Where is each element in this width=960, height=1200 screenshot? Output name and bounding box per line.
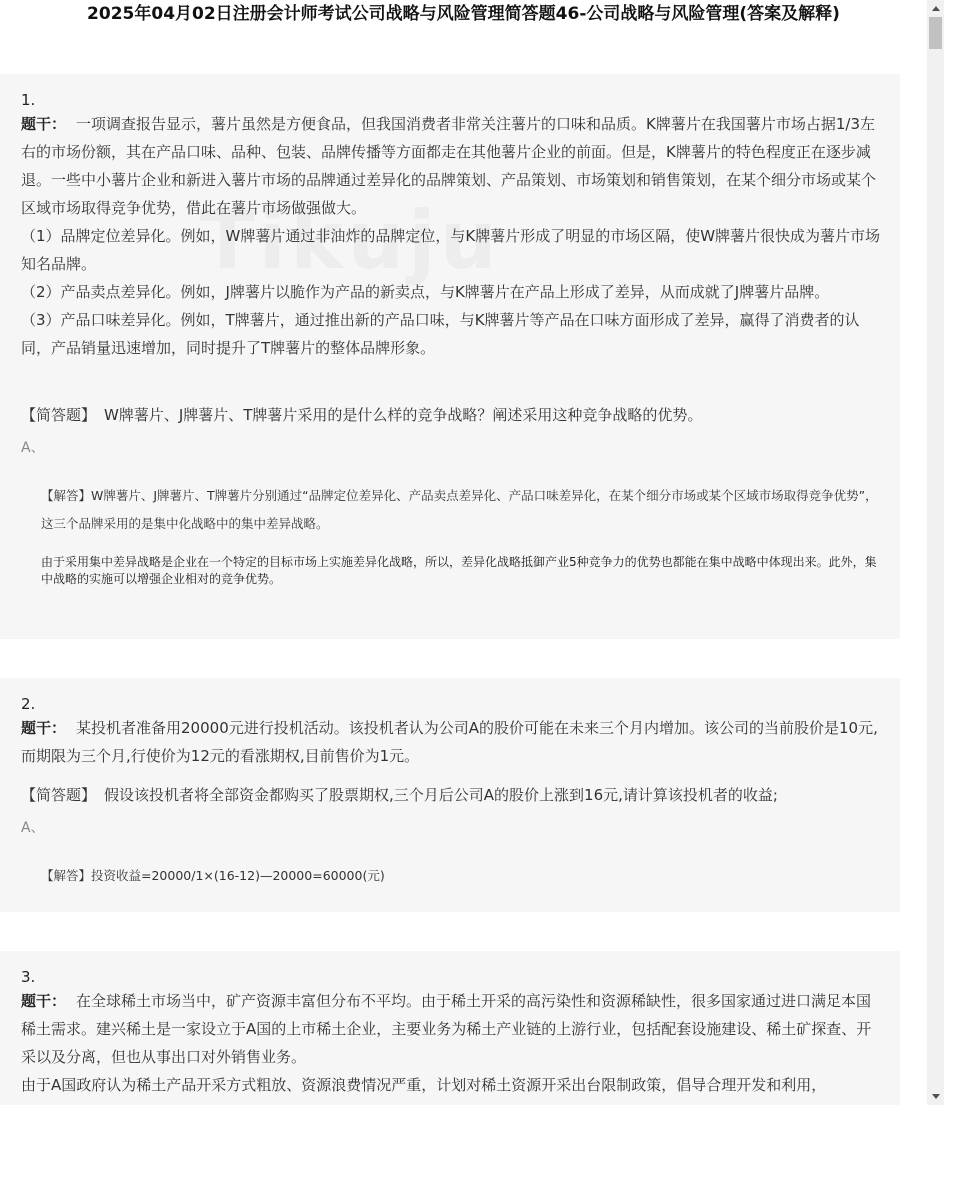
- stem-paragraph: 由于A国政府认为稀土产品开采方式粗放、资源浪费情况严重，计划对稀土资源开采出台限制政策，倡导合理开发和利用，: [21, 1076, 827, 1094]
- stem-paragraph: 一项调查报告显示，薯片虽然是方便食品，但我国消费者非常关注薯片的口味和品质。K牌薯片在我国薯片市场占据1/3左右的市场份额，其在产品口味、品种、包装、品牌传播等方面都走在其他薯片企业的前面。但是，K牌薯片的特色程度正在逐步减退。一些中小薯片企业和新进入薯片市场的品牌通过差异化的品牌策划、产品策划、市场策划和销售策划，在某个细分市场或某个区域市场取得竞争优势，借此在薯片市场做强做大。: [21, 115, 877, 217]
- question-number: 1.: [21, 91, 36, 109]
- question-card: [0, 951, 900, 1105]
- question-stem: [21, 987, 886, 1099]
- ask-label: 【简答题】: [21, 406, 97, 424]
- question-ask: [21, 402, 886, 428]
- vertical-scrollbar[interactable]: [927, 0, 944, 1105]
- answer-explanation: 【解答】W牌薯片、J牌薯片、T牌薯片分别通过“品牌定位差异化、产品卖点差异化、产品口味差异化，在某个细分市场或某个区域市场取得竞争优势”，这三个品牌采用的是集中化战略中的集中差异战略。: [41, 488, 878, 531]
- stem-label: 题干：: [21, 115, 67, 133]
- question-number: 3.: [21, 968, 36, 986]
- scroll-up-arrow-icon[interactable]: [927, 0, 944, 17]
- answer-explanation-extra: 由于采用集中差异战略是企业在一个特定的目标市场上实施差异化战略，所以，差异化战略抵御产业5种竞争力的优势也都能在集中战略中体现出来。此外，集中战略的实施可以增强企业相对的竞争优势。: [41, 555, 877, 586]
- question-stem: [21, 714, 886, 770]
- question-card: [0, 678, 900, 912]
- stem-label: 题干：: [21, 992, 67, 1010]
- stem-paragraph: （1）品牌定位差异化。例如，W牌薯片通过非油炸的品牌定位，与K牌薯片形成了明显的市场区隔，使W牌薯片很快成为薯片市场知名品牌。: [21, 227, 881, 273]
- stem-label: 题干：: [21, 719, 67, 737]
- scroll-down-arrow-icon[interactable]: [927, 1088, 944, 1105]
- question-ask: [21, 782, 886, 808]
- ask-text: 假设该投机者将全部资金都购买了股票期权,三个月后公司A的股价上涨到16元,请计算该投机者的收益;: [104, 786, 778, 804]
- answer-option[interactable]: A、: [21, 820, 45, 836]
- ask-text: W牌薯片、J牌薯片、T牌薯片采用的是什么样的竞争战略？阐述采用这种竞争战略的优势。: [104, 406, 703, 424]
- question-card: [0, 74, 900, 639]
- page-title: 2025年04月02日注册会计师考试公司战略与风险管理简答题46-公司战略与风险管理(答案及解释): [87, 4, 840, 24]
- stem-paragraph: （3）产品口味差异化。例如，T牌薯片，通过推出新的产品口味，与K牌薯片等产品在口味方面形成了差异，赢得了消费者的认同，产品销量迅速增加，同时提升了T牌薯片的整体品牌形象。: [21, 311, 860, 357]
- scrollbar-thumb[interactable]: [929, 17, 942, 49]
- stem-paragraph: （2）产品卖点差异化。例如，J牌薯片以脆作为产品的新卖点，与K牌薯片在产品上形成了差异，从而成就了J牌薯片品牌。: [21, 283, 830, 301]
- answer-explanation: 【解答】投资收益=20000/1×(16-12)—20000=60000(元): [41, 868, 385, 883]
- question-stem: [21, 110, 886, 362]
- stem-paragraph: 在全球稀土市场当中，矿产资源丰富但分布不平均。由于稀土开采的高污染性和资源稀缺性，很多国家通过进口满足本国稀土需求。建兴稀土是一家设立于A国的上市稀土企业，主要业务为稀土产业链的上游行业，包括配套设施建设、稀土矿探查、开采以及分离，但也从事出口对外销售业务。: [21, 992, 872, 1066]
- ask-label: 【简答题】: [21, 786, 97, 804]
- answer-option[interactable]: A、: [21, 440, 45, 456]
- question-number: 2.: [21, 695, 36, 713]
- stem-paragraph: 某投机者准备用20000元进行投机活动。该投机者认为公司A的股价可能在未来三个月内增加。该公司的当前股价是10元,而期限为三个月,行使价为12元的看涨期权,目前售价为1元。: [21, 719, 878, 765]
